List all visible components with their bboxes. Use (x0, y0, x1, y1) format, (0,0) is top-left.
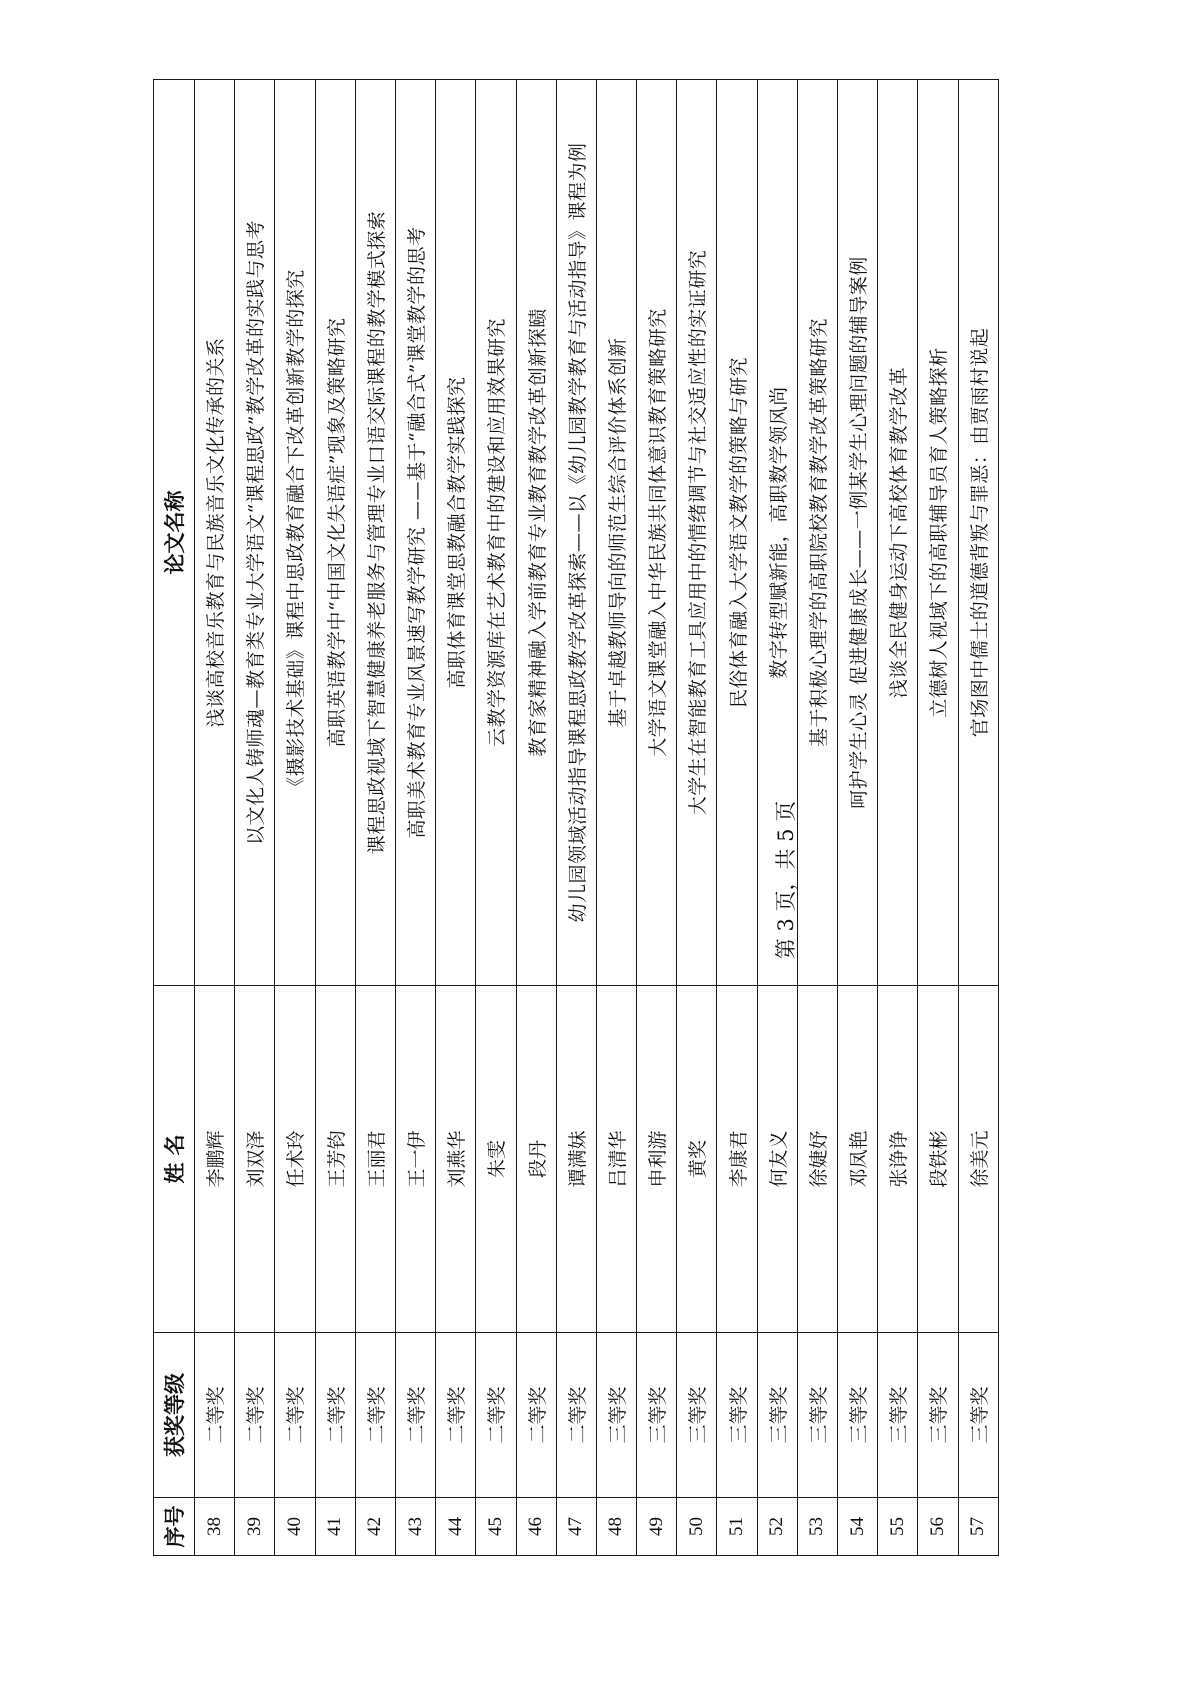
paper-title: 高职美术教育专业风景速写教学研究 ——基于“融合式”课堂教学的思考 (395, 80, 435, 986)
author-name: 刘双泽 (235, 986, 275, 1333)
row-number: 43 (395, 1498, 435, 1556)
page-number: 第 3 页，共 5 页 (774, 800, 798, 960)
paper-title: 呵护学生心灵 促进健康成长——一例某学生心理问题的辅导案例 (838, 80, 878, 986)
table-row (516, 80, 556, 1556)
author-name: 朱雯 (476, 986, 516, 1333)
author-name: 吕清华 (596, 986, 636, 1333)
award-level: 二等奖 (436, 1333, 476, 1498)
award-level: 三等奖 (958, 1333, 998, 1498)
author-name: 谭满妹 (556, 986, 596, 1333)
author-name: 王丽君 (355, 986, 395, 1333)
paper-title: 立德树人视域下的高职辅导员育人策略探析 (918, 80, 958, 986)
row-number: 39 (235, 1498, 275, 1556)
table-row (476, 80, 516, 1556)
paper-title: 课程思政视域下智慧健康养老服务与管理专业口语交际课程的教学模式探索 (355, 80, 395, 986)
table-header-row (154, 80, 195, 1556)
row-number: 45 (476, 1498, 516, 1556)
table-row (436, 80, 476, 1556)
award-level: 二等奖 (195, 1333, 235, 1498)
row-number: 50 (677, 1498, 717, 1556)
award-level: 二等奖 (395, 1333, 435, 1498)
paper-title: 数字转型赋新能，高职数学领风尚 (757, 80, 797, 986)
paper-title: 浅谈全民健身运动下高校体育教学改革 (878, 80, 918, 986)
table-row (677, 80, 717, 1556)
table-row (195, 80, 235, 1556)
paper-title: 高职体育课堂思教融合教学实践探究 (436, 80, 476, 986)
award-level: 二等奖 (355, 1333, 395, 1498)
row-number: 49 (637, 1498, 677, 1556)
author-name: 王芳钧 (315, 986, 355, 1333)
row-number: 42 (355, 1498, 395, 1556)
paper-title: 民俗体育融入大学语文教学的策略与研究 (717, 80, 757, 986)
author-name: 李康君 (717, 986, 757, 1333)
header-level: 获奖等级 (154, 1333, 195, 1498)
row-number: 57 (958, 1498, 998, 1556)
author-name: 刘燕华 (436, 986, 476, 1333)
row-number: 38 (195, 1498, 235, 1556)
award-level: 二等奖 (275, 1333, 315, 1498)
award-level: 二等奖 (556, 1333, 596, 1498)
table-row (315, 80, 355, 1556)
table-row (958, 80, 998, 1556)
table-row (355, 80, 395, 1556)
award-level: 三等奖 (677, 1333, 717, 1498)
header-title: 论文名称 (154, 80, 195, 986)
paper-title: 基于卓越教师导向的师范生综合评价体系创新 (596, 80, 636, 986)
paper-title: 官场图中儒士的道德背叛与罪恶：由贾雨村说起 (958, 80, 998, 986)
award-level: 二等奖 (315, 1333, 355, 1498)
author-name: 徐美元 (958, 986, 998, 1333)
row-number: 48 (596, 1498, 636, 1556)
award-level: 三等奖 (838, 1333, 878, 1498)
paper-title: 《摄影技术基础》课程中思政教育融合下改革创新教学的探究 (275, 80, 315, 986)
award-level: 二等奖 (235, 1333, 275, 1498)
row-number: 56 (918, 1498, 958, 1556)
award-level: 三等奖 (757, 1333, 797, 1498)
awards-table (153, 79, 999, 1556)
table-row (596, 80, 636, 1556)
table-row (395, 80, 435, 1556)
paper-title: 以文化人铸师魂—教育类专业大学语文“课程思政”教学改革的实践与思考 (235, 80, 275, 986)
table-row (878, 80, 918, 1556)
paper-title: 基于积极心理学的高职院校教育教学改革策略研究 (797, 80, 837, 986)
header-name: 姓 名 (154, 986, 195, 1333)
paper-title: 大学生在智能教育工具应用中的情绪调节与社交适应性的实证研究 (677, 80, 717, 986)
author-name: 任术玲 (275, 986, 315, 1333)
table-row (918, 80, 958, 1556)
author-name: 申利游 (637, 986, 677, 1333)
paper-title: 高职英语教学中“中国文化失语症”现象及策略研究 (315, 80, 355, 986)
row-number: 40 (275, 1498, 315, 1556)
table-row (637, 80, 677, 1556)
award-level: 三等奖 (717, 1333, 757, 1498)
row-number: 53 (797, 1498, 837, 1556)
award-level: 二等奖 (476, 1333, 516, 1498)
awards-table-container (153, 80, 999, 1556)
row-number: 44 (436, 1498, 476, 1556)
row-number: 47 (556, 1498, 596, 1556)
table-body (195, 80, 999, 1556)
author-name: 段丹 (516, 986, 556, 1333)
paper-title: 浅谈高校音乐教育与民族音乐文化传承的关系 (195, 80, 235, 986)
row-number: 46 (516, 1498, 556, 1556)
paper-title: 大学语文课堂融入中华民族共同体意识教育策略研究 (637, 80, 677, 986)
paper-title: 教育家精神融入学前教育专业教育教学改革创新探赜 (516, 80, 556, 986)
table-row (717, 80, 757, 1556)
table-row (838, 80, 878, 1556)
author-name: 王一伊 (395, 986, 435, 1333)
author-name: 徐婕妤 (797, 986, 837, 1333)
table-row (235, 80, 275, 1556)
award-level: 三等奖 (637, 1333, 677, 1498)
author-name: 李鹏辉 (195, 986, 235, 1333)
header-no: 序号 (154, 1498, 195, 1556)
row-number: 51 (717, 1498, 757, 1556)
row-number: 41 (315, 1498, 355, 1556)
author-name: 张诤诤 (878, 986, 918, 1333)
paper-title: 幼儿园领域活动指导课程思政教学改革探索——以《幼儿园教学教育与活动指导》课程为例 (556, 80, 596, 986)
table-row (275, 80, 315, 1556)
paper-title: 云教学资源库在艺术教育中的建设和应用效果研究 (476, 80, 516, 986)
award-level: 三等奖 (596, 1333, 636, 1498)
row-number: 54 (838, 1498, 878, 1556)
row-number: 52 (757, 1498, 797, 1556)
award-level: 三等奖 (878, 1333, 918, 1498)
author-name: 邓凤艳 (838, 986, 878, 1333)
table-row (556, 80, 596, 1556)
award-level: 三等奖 (797, 1333, 837, 1498)
award-level: 三等奖 (918, 1333, 958, 1498)
award-level: 二等奖 (516, 1333, 556, 1498)
author-name: 黄奖 (677, 986, 717, 1333)
row-number: 55 (878, 1498, 918, 1556)
author-name: 段铁彬 (918, 986, 958, 1333)
author-name: 何友义 (757, 986, 797, 1333)
